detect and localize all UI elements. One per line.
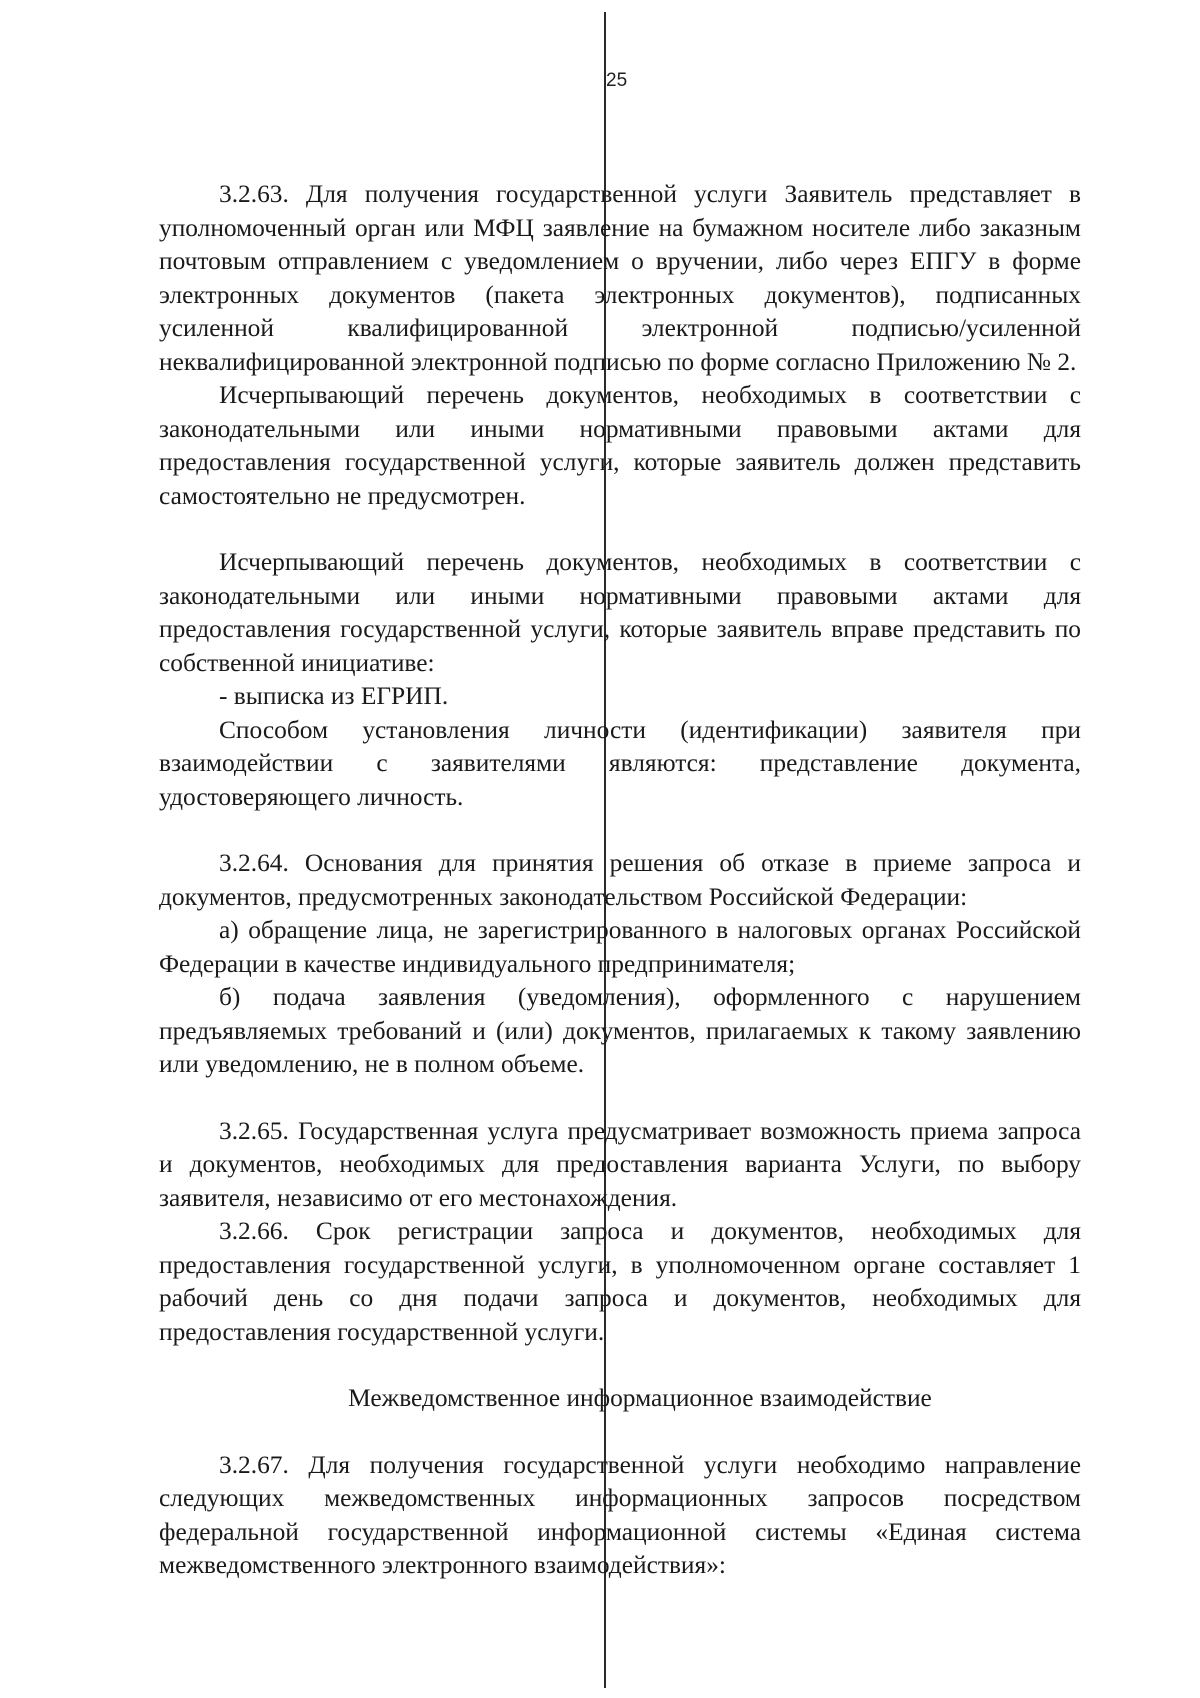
spacer (159, 1082, 1081, 1115)
spacer (159, 1416, 1081, 1449)
paragraph-3-2-66: 3.2.66. Срок регистрации запроса и документов, необходимых для предоставления государственной услуги, в уполномоченном органе составляет 1 рабочий день со дня подачи запроса и документов, необходимых для предоставления государственной услуги. (159, 1217, 1081, 1346)
paragraph-optional-docs: Исчерпывающий перечень документов, необходимых в соответствии с законодательными или иными нормативными правовыми актами для предоставления государственной услуги, которые заявитель вправе представить по собственной инициативе: (159, 548, 1081, 677)
paragraph-3-2-65: 3.2.65. Государственная услуга предусматривает возможность приема запроса и документов, необходимых для предоставления варианта Услуги, по выбору заявителя, независимо от его местонахождения. (159, 1116, 1081, 1212)
spacer (159, 513, 1081, 546)
paragraph-mandatory-docs: Исчерпывающий перечень документов, необходимых в соответствии с законодательными или иными нормативными правовыми актами для предоставления государственной услуги, которые заявитель должен представить самостоятельно не предусмотрен. (159, 381, 1081, 510)
paragraph-3-2-64: 3.2.64. Основания для принятия решения об отказе в приеме запроса и документов, предусмотренных законодательством Российской Федерации: (159, 849, 1081, 911)
paragraph-identification: Способом установления личности (идентификации) заявителя при взаимодействии с заявителями являются: представление документа, удостоверяющего личность. (159, 715, 1081, 811)
spacer (159, 1349, 1081, 1382)
spacer (159, 814, 1081, 847)
paragraph-3-2-67: 3.2.67. Для получения государственной услуги необходимо направление следующих межведомственных информационных запросов посредством федеральной государственной информационной системы «Единая система межведомственного электронного взаимодействия»: (159, 1450, 1081, 1579)
paragraph-3-2-63: 3.2.63. Для получения государственной услуги Заявитель представляет в уполномоченный орган или МФЦ заявление на бумажном носителе либо заказным почтовым отправлением с уведомлением о вручении, либо через ЕПГУ в форме электронных документов (пакета электронных документов), подписанных усиленной квалифицированной электронной подписью/усиленной неквалифицированной электронной подписью по форме согласно Приложению № 2. (159, 180, 1081, 376)
section-heading: Межведомственное информационное взаимодействие (348, 1384, 932, 1412)
list-item-egrip: - выписка из ЕГРИП. (219, 682, 449, 710)
page-number: 25 (606, 70, 628, 91)
list-item-a: а) обращение лица, не зарегистрированного в налоговых органах Российской Федерации в качестве индивидуального предпринимателя; (159, 916, 1081, 978)
document-body (159, 178, 1081, 1583)
list-item-b: б) подача заявления (уведомления), оформленного с нарушением предъявляемых требований и (или) документов, прилагаемых к такому заявлению или уведомлению, не в полном объеме. (159, 983, 1081, 1078)
